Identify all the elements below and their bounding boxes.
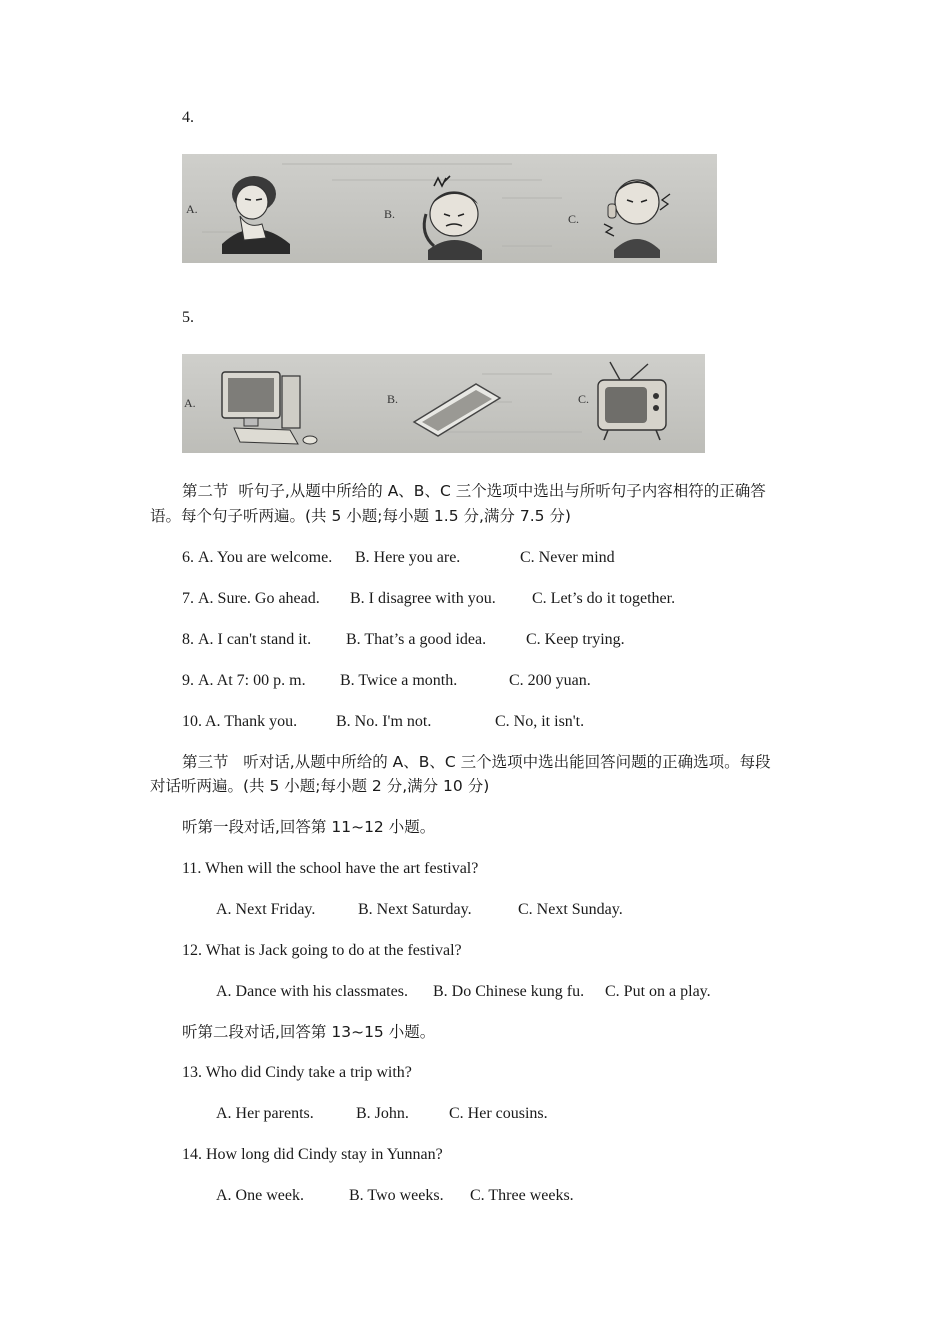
- q4-option-b-label: B.: [384, 207, 396, 221]
- q12-option-b: B. Do Chinese kung fu.: [433, 983, 585, 1000]
- q8-option-a: A. I can't stand it.: [198, 631, 312, 648]
- q14-stem: 14. How long did Cindy stay in Yunnan?: [182, 1146, 443, 1163]
- q11-stem: 11. When will the school have the art festival?: [182, 860, 479, 877]
- q5-option-b-label: B.: [387, 392, 399, 406]
- q9-number: 9.: [182, 672, 194, 689]
- section2-heading-line2: 语。每个句子听两遍。(共 5 小题;每小题 1.5 分,满分 7.5 分): [150, 507, 571, 525]
- question-4-image: [182, 154, 717, 263]
- q7-option-c: C. Let’s do it together.: [532, 590, 676, 607]
- q13-option-a: A. Her parents.: [216, 1105, 314, 1122]
- q14-option-a: A. One week.: [216, 1187, 304, 1204]
- q10-option-a: A. Thank you.: [205, 713, 298, 730]
- section2-heading-line1: 第二节 听句子,从题中所给的 A、B、C 三个选项中选出与所听句子内容相符的正确答: [182, 482, 766, 500]
- q13-stem: 13. Who did Cindy take a trip with?: [182, 1064, 412, 1081]
- q14-option-b: B. Two weeks.: [349, 1187, 444, 1204]
- q7-option-a: A. Sure. Go ahead.: [198, 590, 320, 607]
- q10-option-c: C. No, it isn't.: [495, 713, 585, 730]
- question-4-number: 4.: [182, 109, 194, 126]
- dialog1-intro: 听第一段对话,回答第 11~12 小题。: [182, 818, 436, 836]
- q5-option-c-label: C.: [578, 392, 590, 406]
- q6-option-a: A. You are welcome.: [198, 549, 333, 566]
- q8-number: 8.: [182, 631, 194, 648]
- q5-option-a-label: A.: [184, 396, 196, 410]
- q10-number: 10.: [182, 713, 202, 730]
- question-5-image: [182, 354, 705, 453]
- q12-option-a: A. Dance with his classmates.: [216, 983, 408, 1000]
- smartphone-icon: [414, 384, 500, 436]
- q6-option-c: C. Never mind: [520, 549, 615, 566]
- q14-option-c: C. Three weeks.: [470, 1187, 574, 1204]
- toothache-boy-icon: [604, 180, 670, 258]
- q6-option-b: B. Here you are.: [355, 549, 461, 566]
- headache-person-icon: [424, 176, 482, 260]
- q9-option-a: A. At 7: 00 p. m.: [198, 672, 306, 689]
- q7-option-b: B. I disagree with you.: [350, 590, 496, 607]
- q6-number: 6.: [182, 549, 194, 566]
- q13-option-b: B. John.: [356, 1105, 409, 1122]
- q12-option-c: C. Put on a play.: [605, 983, 711, 1000]
- q9-option-c: C. 200 yuan.: [509, 672, 591, 689]
- q11-option-c: C. Next Sunday.: [518, 901, 623, 918]
- television-icon: [598, 362, 666, 440]
- dialog2-intro: 听第二段对话,回答第 13~15 小题。: [182, 1023, 436, 1041]
- q9-option-b: B. Twice a month.: [340, 672, 458, 689]
- section3-heading-line1: 第三节 听对话,从题中所给的 A、B、C 三个选项中选出能回答问题的正确选项。每段: [182, 753, 771, 771]
- coughing-person-icon: [222, 176, 290, 254]
- desktop-computer-icon: [222, 372, 317, 444]
- q4-option-a-label: A.: [186, 202, 198, 216]
- q11-option-b: B. Next Saturday.: [358, 901, 472, 918]
- q12-stem: 12. What is Jack going to do at the festival?: [182, 942, 462, 959]
- q8-option-b: B. That’s a good idea.: [346, 631, 487, 648]
- q4-option-c-label: C.: [568, 212, 580, 226]
- q11-option-a: A. Next Friday.: [216, 901, 316, 918]
- q8-option-c: C. Keep trying.: [526, 631, 625, 648]
- q7-number: 7.: [182, 590, 194, 607]
- q13-option-c: C. Her cousins.: [449, 1105, 548, 1122]
- q10-option-b: B. No. I'm not.: [336, 713, 432, 730]
- section3-heading-line2: 对话听两遍。(共 5 小题;每小题 2 分,满分 10 分): [150, 777, 490, 795]
- question-5-number: 5.: [182, 309, 194, 326]
